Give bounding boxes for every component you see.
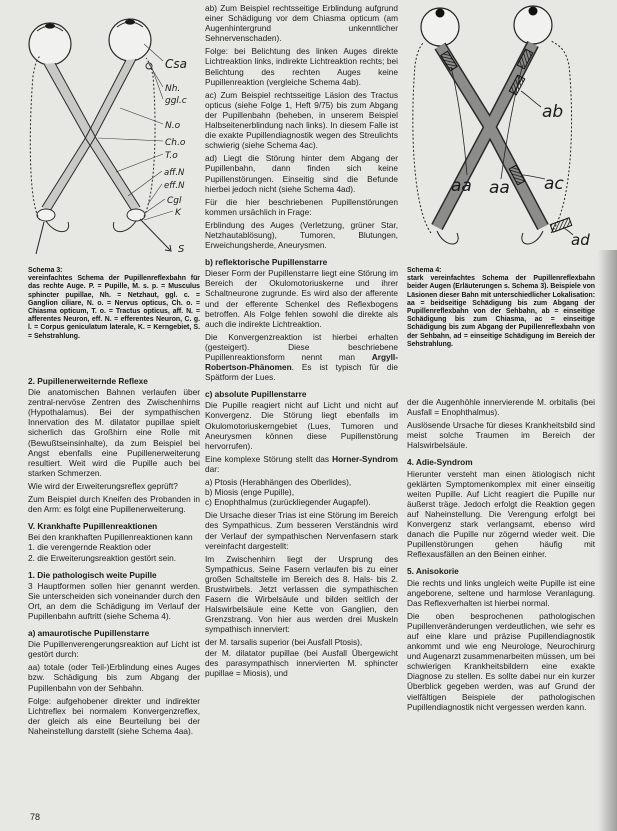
scan-edge-shadow: [598, 250, 617, 831]
section-heading: b) reflektorische Pupillenstarre: [205, 257, 328, 268]
left-eye: [421, 8, 459, 46]
right-text-column: [407, 397, 595, 828]
schema-4-caption-text: stark vereinfachtes Schema der Pupillenreflexbahn beider Augen (Erläuterungen s. Schema 3). Beispiele von Läsionen dieser Bahn mit unterschiedlicher Lokalisation: aa = beidseitige Schädigung bis zum Abgang der Pupillenreflexbahn von der Sehbahn, ab = einseitige Schädigung bis zum Chiasma, ac = einseitige Schädigung bis zum Abgang der Pupillenreflexbahn von der Sehbahn, ad = einseitige Schädigung im Bereich der Sehstrahlung.: [407, 275, 595, 348]
list-item: a) Ptosis (Herabhängen des Oberlides),: [205, 477, 352, 488]
label-eff-n: eff.N: [164, 181, 185, 191]
schema-3-caption: [28, 267, 200, 357]
section-heading: V. Krankhafte Pupillenreaktionen: [28, 521, 158, 532]
emphasized-term: Horner-Syndrom: [332, 453, 398, 464]
right-eye: [514, 6, 552, 44]
section-heading: a) amaurotische Pupillenstarre: [28, 628, 150, 639]
list-item: der M. tarsalis superior (bei Ausfall Ptosis),: [205, 637, 363, 648]
lesion-ad-marker: [550, 218, 572, 232]
paragraph-text: Eine komplexe Störung stellt das: [205, 453, 333, 464]
paragraph: Im Zwischenhirn liegt der Ursprung des Sympathicus. Seine Fasern verlaufen bis zu einer großen Schaltstelle im Bereich des 8. Hals- bis 2. Brustwirbels. Jetzt verlassen die sympathischen Fasern die Wirbelsäule und bilden seitlich der Halswirbelsäule eine Kette von Ganglien, den Grenzstrang. Von hier aus werden drei Muskeln sympathisch innerviert:: [205, 553, 398, 635]
paragraph: Hierunter versteht man einen ätiologisch nicht geklärten Symptomenkomplex mit einer einseitig weiten Pupille. Auf Licht reagiert die Pupille nur äußerst träge. Jedoch erfolgt die Reaktion gegen auf Naheinstellung. Die Verengung erfolgt bei Konvergenz stark verlangsamt, ebenso wird danach die Pupille nur zögernd wieder weit. Die Pupillenstörungen gehen häufig mit Reflexausfällen an den Beinen einher.: [407, 468, 595, 560]
label-n-o: N.o: [165, 121, 181, 131]
paragraph: Die Ursache dieser Trias ist eine Störung im Bereich des Sympathicus. Zum besseren Verständnis wird der Verlauf der sympathischen Nervenfasern stark vereinfacht dargestellt:: [205, 510, 398, 551]
paragraph: ad) Liegt die Störung hinter dem Abgang der Pupillenbahn, dann finden sich keine Pupillenstörungen. Einseitig sind die Befunde hierbei jedoch nicht (siehe Schema 4ad).: [205, 153, 398, 194]
label-leader-lines: [98, 44, 173, 220]
paragraph: Erblindung des Auges (Verletzung, grüner Star, Netzhautablösung), Tumoren, Blutungen, Erweichungsherde, Aneurysmen.: [205, 219, 398, 251]
paragraph: c) Enophthalmus (zurückliegender Augapfel).: [205, 497, 371, 508]
paragraph: 2. die Erweiterungsreaktion gestört sein.: [28, 552, 177, 563]
paragraph: Dieser Form der Pupillenstarre liegt eine Störung im Bereich der Okulomotoriuskerne und ihrer Schaltneurone zugrunde. Es wird also der afferente und der efferente Schenkel des Reflexbogens betroffen. Als Folge fehlen sowohl die direkte als auch die indirekte Lichtreaktion.: [205, 268, 398, 329]
label-aa-left: aa: [451, 176, 472, 196]
middle-text-column: [205, 3, 398, 828]
paragraph: Folge: bei Belichtung des linken Auges direkte Lichtreaktion links, indirekte Lichtreaktion rechts; bei Belichtung des rechten Auges keine Pupillenreaktion (vergleiche Schema 4ab).: [205, 46, 398, 87]
paragraph: Die Pupillenverengerungsreaktion auf Licht ist gestört durch:: [28, 639, 200, 660]
left-eye: [29, 23, 71, 65]
paragraph: der M. dilatator pupillae (bei Ausfall Übergewicht des parasympathisch innervierten M. sphincter pupillae = Miosis), und: [205, 647, 398, 678]
schema-4-lesion-diagram: [405, 3, 597, 265]
paragraph: 3 Hauptformen sollen hier genannt werden. Sie unterscheiden sich voneinander durch den Ort, an dem die Schädigung im Verlauf der Pupillenbahn auftritt (siehe Schema 4).: [28, 580, 200, 621]
paragraph-text: dar:: [205, 463, 220, 474]
section-heading: 2. Pupillenerweiternde Reflexe: [28, 376, 148, 386]
paragraph-text: . Es ist typisch für die Spätform der Lues.: [205, 362, 398, 383]
page-number: 78: [30, 812, 41, 822]
label-cgl: Cgl: [167, 196, 182, 206]
schema-4-caption: [407, 267, 595, 377]
label-nh: Nh.: [165, 84, 181, 94]
paragraph: Die anatomischen Bahnen verlaufen über zentral-nervöse Zentren des Zwischenhirns (Hypothalamus). Bei der sympathischen Innervation des M. dilatator pupillae spielt sicherlich das Großhirn eine Rolle mit (Bewußtseinsinhalte), da zum Beispiel bei Angst ebenfalls eine Pupillenerweiterung resultiert. Weit wird die Pupille auch bei starken Schmerzen.: [28, 387, 200, 478]
optic-radiation: [36, 219, 171, 254]
paragraph: Die Pupille reagiert nicht auf Licht und nicht auf Konvergenz. Die Störung liegt ebenfalls im Okulomotoriuskerngebiet (Lues, Tumoren und Aneurysmen können diese Pupillenstörung hervorrufen).: [205, 400, 398, 451]
schema-3-pupil-reflex-diagram: [28, 4, 200, 264]
schema-3-caption-text: vereinfachtes Schema der Pupillenreflexbahn für das rechte Auge. P. = Pupille, M. s. p. = Musculus sphincter pupillae, Nh. = Netzhaut, ggl. c. = Ganglion ciliare, N. o. = Nervus opticus, Ch. o. = Chiasma opticum, T. o. = Tractus opticus, aff. N. = afferentes Neuron, eff. N. = efferentes Neuron, C. g. l. = Corpus geniculatum laterale, K. = Kerngebiet, S. = Sehstrahlung.: [28, 275, 200, 340]
paragraph-text: Die Konvergenzreaktion ist hierbei erhalten (gesteigert). Diese beschriebene Pupillenreaktionsform nennt man: [205, 331, 398, 362]
paragraph: Folge: aufgehobener direkter und indirekter Lichtreflex bei normalem Konvergenzreflex, der gleich als eine Beurteilung bei der Naheinstellung darstellt (siehe Schema 4aa).: [28, 695, 200, 736]
paragraph: aa) totale (oder Teil-)Erblindung eines Auges bzw. Schädigung bis zum Abgang der Pupillenbahn von der Sehbahn.: [28, 662, 200, 693]
paragraph: [205, 332, 398, 382]
left-text-column: [28, 376, 200, 808]
optic-pathway-bands: [42, 59, 140, 211]
schema-4-caption-label: Schema 4:: [407, 267, 442, 274]
label-ggl-c: ggl.c: [165, 96, 187, 106]
paragraph: ac) Zum Beispiel rechtsseitige Läsion des Tractus opticus (siehe Folge 1, Heft 9/75) bis zum Abgang der Pupillenbahn (beheben, in unserem Beispiel Halbseitenerblindung nach links). In diesem Falle ist die exakte Pupillendiagnostik wegen des Streulichts schwierig (siehe Schema 4ac).: [205, 89, 398, 151]
section-heading: c) absolute Pupillenstarre: [205, 389, 307, 400]
lateral-geniculate-bodies: [37, 209, 145, 221]
paragraph: ab) Zum Beispiel rechtsseitige Erblindung aufgrund einer Schädigung vor dem Chiasma opticum (am Augenhintergrund unkenntlicher Sehnervenschaden).: [205, 3, 398, 44]
label-t-o: T.o: [165, 151, 178, 161]
section-heading: 1. Die pathologisch weite Pupille: [28, 569, 157, 580]
label-ac: ac: [544, 174, 564, 194]
paragraph: der die Augenhöhle innervierende M. orbitalis (bei Ausfall = Enophthalmus).: [407, 397, 595, 418]
list-item: 1. die verengernde Reaktion oder: [28, 542, 152, 553]
list-item: b) Miosis (enge Pupille),: [205, 487, 294, 498]
paragraph: Für die hier beschriebenen Pupillenstörungen kommen ursächlich in Frage:: [205, 196, 398, 217]
label-ab: ab: [542, 102, 564, 122]
paragraph: Zum Beispiel durch Kneifen des Probanden in den Arm: es folgt eine Pupillenerweiterung.: [28, 494, 200, 515]
label-aff-n: aff.N: [164, 168, 185, 178]
paragraph: Die rechts und links ungleich weite Pupille ist eine angeborene, seltene und harmlose Veranlagung. Das Reflexverhalten ist hierbei normal.: [407, 577, 595, 608]
section-heading: 4. Adie-Syndrom: [407, 457, 473, 468]
paragraph: Auslösende Ursache für dieses Krankheitsbild sind meist solche Traumen im Bereich der Halswirbelsäule.: [407, 420, 595, 451]
label-ad: ad: [571, 231, 590, 249]
paragraph: [205, 454, 398, 474]
label-csa: Csa: [165, 57, 187, 71]
paragraph: Wie wird der Erweiterungsreflex geprüft?: [28, 480, 178, 491]
section-heading: 5. Anisokorie: [407, 566, 459, 577]
label-ch-o: Ch.o: [165, 138, 186, 148]
label-s: S: [178, 244, 185, 255]
list-item: Bei den krankhaften Pupillenreaktionen kann: [28, 532, 193, 543]
label-aa-right: aa: [489, 178, 510, 198]
emphasized-term: Argyll-Robertson-Phänomen: [205, 352, 398, 373]
paragraph: Die oben besprochenen pathologischen Pupillenveränderungen verdeutlichen, wie sehr es auf eine klare und präzise Pupillendiagnostik ankommt und wie eng Neurologe, Neurochirurg und Augenarzt zusammenarbeiten müssen, um bei schwierigen Krankheitsbildern eine exakte Diagnose zu stellen. Es sollte dabei nur ein kurzer Überblick gegeben werden, was auf Grund der vielfältigen Beispiele der pathologischen Pupillendiagnostik nicht vergessen werden kann.: [407, 610, 595, 712]
schema-3-caption-label: Schema 3:: [28, 267, 63, 274]
optic-pathway-bands: [437, 44, 543, 227]
label-k: K: [175, 208, 181, 218]
